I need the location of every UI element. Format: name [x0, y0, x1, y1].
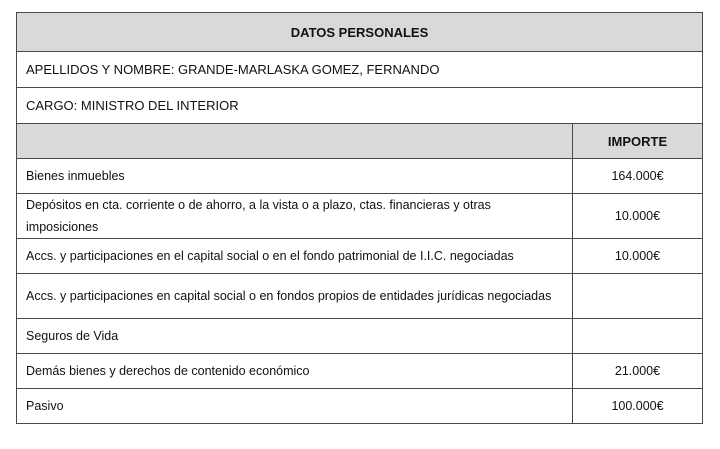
- column-header-row: [17, 124, 703, 159]
- row-label: Depósitos en cta. corriente o de ahorro, a la vista o a plazo, ctas. financieras y otras imposiciones: [17, 194, 573, 239]
- concept-column-header: [17, 124, 573, 159]
- table-row: [17, 194, 703, 239]
- row-amount: 10.000€: [573, 194, 703, 239]
- asset-declaration-table: [16, 12, 703, 424]
- row-label: Bienes inmuebles: [17, 159, 573, 194]
- role-field: CARGO: MINISTRO DEL INTERIOR: [17, 88, 703, 124]
- row-amount: [573, 274, 703, 319]
- table-row: [17, 389, 703, 424]
- row-label: Demás bienes y derechos de contenido económico: [17, 354, 573, 389]
- table-row: [17, 354, 703, 389]
- name-field: APELLIDOS Y NOMBRE: GRANDE-MARLASKA GOMEZ, FERNANDO: [17, 52, 703, 88]
- row-amount: 100.000€: [573, 389, 703, 424]
- row-label: Seguros de Vida: [17, 319, 573, 354]
- row-label: Accs. y participaciones en capital social o en fondos propios de entidades jurídicas negociadas: [17, 274, 573, 319]
- section-title: DATOS PERSONALES: [17, 13, 703, 52]
- row-label: Pasivo: [17, 389, 573, 424]
- row-amount: 10.000€: [573, 239, 703, 274]
- row-amount: [573, 319, 703, 354]
- amount-column-header: IMPORTE: [573, 124, 703, 159]
- row-label: Accs. y participaciones en el capital social o en el fondo patrimonial de I.I.C. negociadas: [17, 239, 573, 274]
- row-amount: 21.000€: [573, 354, 703, 389]
- table-row: [17, 159, 703, 194]
- row-amount: 164.000€: [573, 159, 703, 194]
- table-row: [17, 274, 703, 319]
- table-row: [17, 239, 703, 274]
- table-row: [17, 319, 703, 354]
